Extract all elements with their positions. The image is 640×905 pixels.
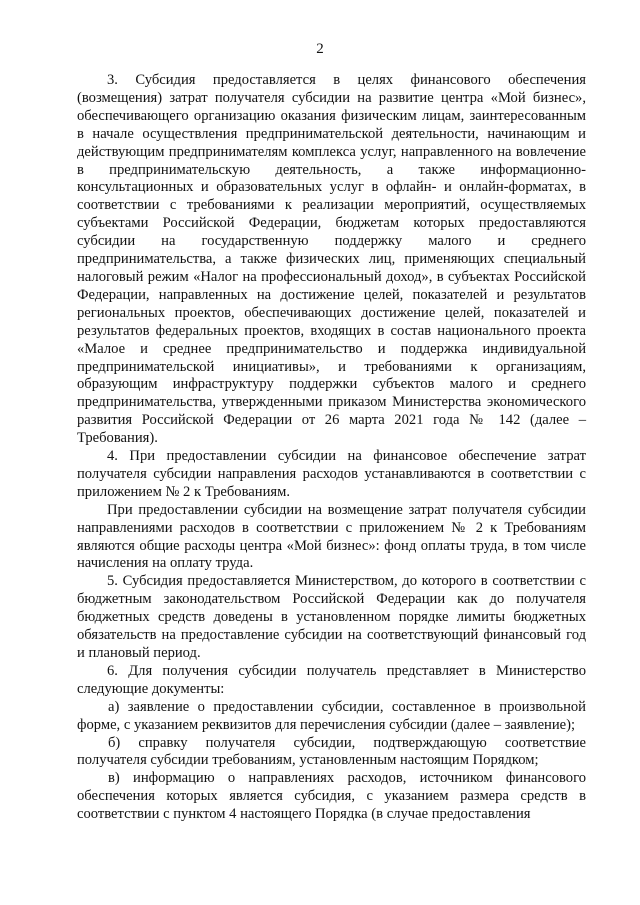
list-item-a-application: а) заявление о предоставлении субсидии, составленное в произвольной форме, с указанием реквизитов для перечисления субсидии (далее – заявление); [77, 698, 586, 733]
paragraph-3-purpose: 3. Субсидия предоставляется в целях финансового обеспечения (возмещения) затрат получателя субсидии на развитие центра «Мой бизнес», обеспечивающего организацию оказания физическим лицам, заинтересованным в начале осуществления предпринимательской деятельности, начинающим и действующим предпринимателям комплекса услуг, направленного на вовлечение в предпринимательскую деятельность, а также информационно-консультационных и образовательных услуг в офлайн- и онлайн-форматах, в соответствии с требованиями к реализации мероприятий, осуществляемых субъектами Российской Федерации, бюджетам которых предоставляются субсидии на государственную поддержку малого и среднего предпринимательства, а также физических лиц, применяющих специальный налоговый режим «Налог на профессиональный доход», в субъектах Российской Федерации, направленных на достижение целей, показателей и результатов региональных проектов, обеспечивающих достижение целей, показателей и результатов федеральных проектов, входящих в состав национального проекта «Малое и среднее предпринимательство и поддержка индивидуальной предпринимательской инициативы», и требованиями к организациям, образующим инфраструктуру поддержки субъектов малого и среднего предпринимательства, утвержденными приказом Министерства экономического развития Российской Федерации от 26 марта 2021 года № 142 (далее – Требования). [77, 72, 586, 447]
page-number: 2 [316, 41, 324, 57]
paragraph-4-expense-directions: 4. При предоставлении субсидии на финансовое обеспечение затрат получателя субсидии направления расходов устанавливаются в соответствии с приложением № 2 к Требованиям. [77, 448, 586, 500]
list-item-v-expense-info: в) информацию о направлениях расходов, источником финансового обеспечения которых является субсидия, с указанием размера средств в соответствии с пунктом 4 настоящего Порядка (в случае предоставления [77, 770, 586, 823]
paragraph-4-reimbursement: При предоставлении субсидии на возмещение затрат получателя субсидии направлениями расходов в соответствии с приложением № 2 к Требованиям являются общие расходы центра «Мой бизнес»: фонд оплаты труда, в том числе начисления на оплату труда. [77, 501, 586, 572]
paragraph-5-ministry: 5. Субсидия предоставляется Министерством, до которого в соответствии с бюджетным законодательством Российской Федерации как до получателя бюджетных средств доведены в установленном порядке лимиты бюджетных обязательств на предоставление субсидии на соответствующий финансовый год и плановый период. [77, 573, 586, 661]
document-body [77, 72, 586, 824]
list-item-b-certificate: б) справку получателя субсидии, подтверждающую соответствие получателя субсидии требованиям, установленным настоящим Порядком; [77, 734, 586, 769]
paragraph-6-documents: 6. Для получения субсидии получатель представляет в Министерство следующие документы: [77, 662, 586, 697]
